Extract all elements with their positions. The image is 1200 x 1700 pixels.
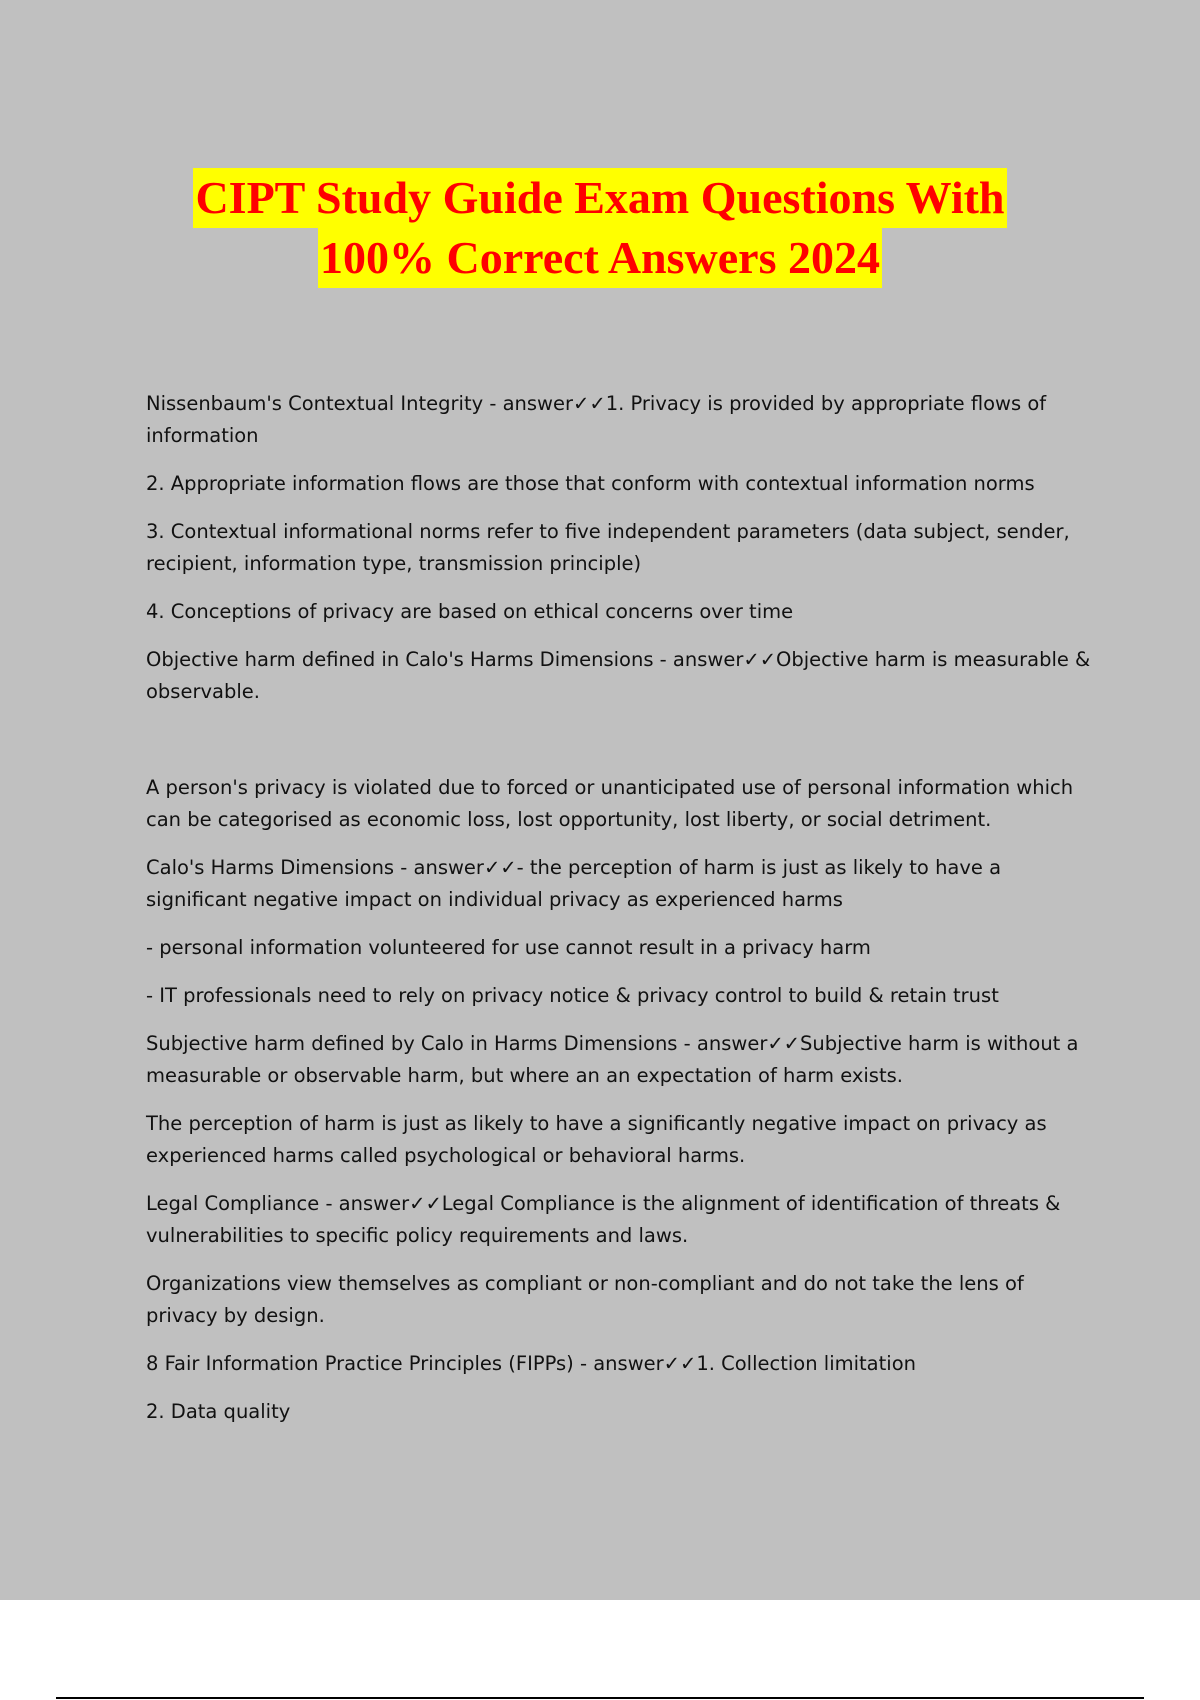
paragraph: Legal Compliance - answer✓✓Legal Compliance is the alignment of identification of threats & vulnerabilities to specific policy requirements and laws.: [146, 1192, 1061, 1247]
document-body: [146, 388, 1091, 1444]
footer-divider: [56, 1697, 1144, 1699]
paragraph: - IT professionals need to rely on privacy notice & privacy control to build & retain trust: [146, 984, 999, 1007]
paragraph: The perception of harm is just as likely to have a significantly negative impact on privacy as experienced harms called psychological or behavioral harms.: [146, 1112, 1047, 1167]
paragraph: 8 Fair Information Practice Principles (FIPPs) - answer✓✓1. Collection limitation: [146, 1352, 916, 1375]
paragraph: Subjective harm defined by Calo in Harms Dimensions - answer✓✓Subjective harm is without a measurable or observable harm, but where an an expectation of harm exists.: [146, 1032, 1079, 1087]
paragraph: Organizations view themselves as compliant or non-compliant and do not take the lens of privacy by design.: [146, 1272, 1024, 1327]
title-line-1: CIPT Study Guide Exam Questions With: [193, 168, 1006, 228]
paragraph: Nissenbaum's Contextual Integrity - answer✓✓1. Privacy is provided by appropriate flows of information: [146, 392, 1047, 447]
paragraph: A person's privacy is violated due to forced or unanticipated use of personal information which can be categorised as economic loss, lost opportunity, lost liberty, or social detriment.: [146, 776, 1074, 831]
paragraph: 2. Appropriate information flows are those that conform with contextual information norms: [146, 472, 1035, 495]
paragraph: 4. Conceptions of privacy are based on ethical concerns over time: [146, 600, 794, 623]
paragraph: Calo's Harms Dimensions - answer✓✓- the perception of harm is just as likely to have a significant negative impact on individual privacy as experienced harms: [146, 856, 1002, 911]
paragraph: 3. Contextual informational norms refer to five independent parameters (data subject, sender, recipient, information type, transmission principle): [146, 520, 1070, 575]
title-line-2: 100% Correct Answers 2024: [318, 228, 882, 288]
document-title: [0, 168, 1200, 288]
paragraph: Objective harm defined in Calo's Harms Dimensions - answer✓✓Objective harm is measurable & observable.: [146, 648, 1091, 703]
paragraph: - personal information volunteered for use cannot result in a privacy harm: [146, 936, 871, 959]
paragraph: 2. Data quality: [146, 1400, 291, 1423]
